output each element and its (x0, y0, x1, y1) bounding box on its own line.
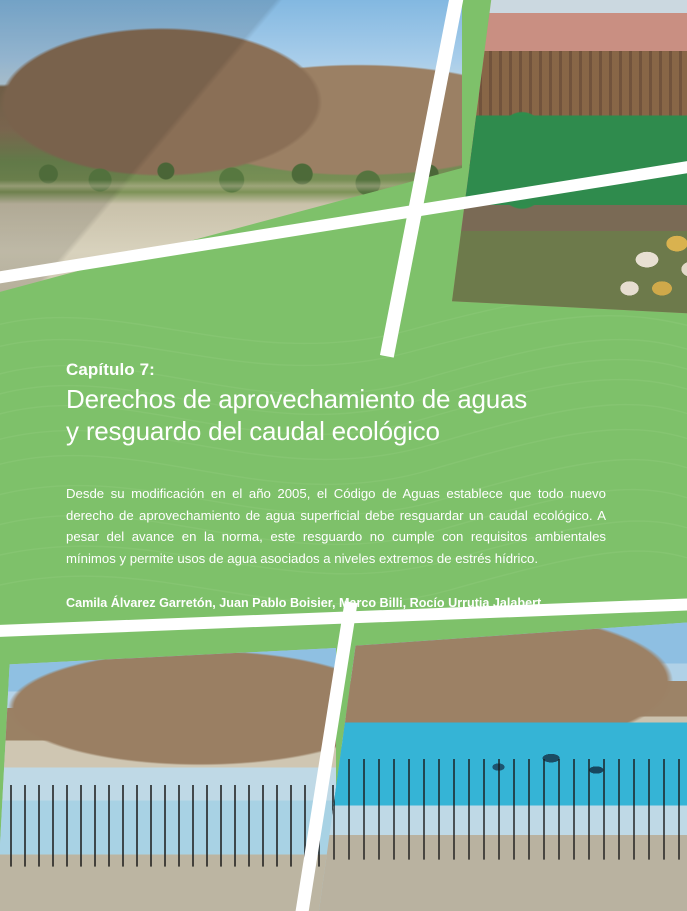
photo-empty-pool-left (0, 648, 336, 911)
chapter-title-line2: y resguardo del caudal ecológico (66, 415, 440, 446)
photo-pool-mural (318, 622, 687, 911)
chapter-label: Capítulo 7: (66, 360, 155, 379)
chapter-abstract: Desde su modificación en el año 2005, el Código de Aguas establece que todo nuevo derecho de aprovechamiento de agua superficial debe resguardar un caudal ecológico. A pesar del avance en la norma, este resguardo no cumple con requisitos ambientales mínimos y permite usos de agua asociados a niveles extremos de estrés hídrico. (66, 486, 606, 566)
chapter-title (66, 384, 611, 447)
chapter-title-line1: Derechos de aprovechamiento de aguas (66, 384, 528, 414)
photo-house-water-barrel (452, 0, 687, 314)
chapter-text-block (66, 360, 611, 613)
chapter-authors: Camila Álvarez Garretón, Juan Pablo Boisier, Marco Billi, Rocío Urrutia Jalabert (66, 595, 542, 610)
